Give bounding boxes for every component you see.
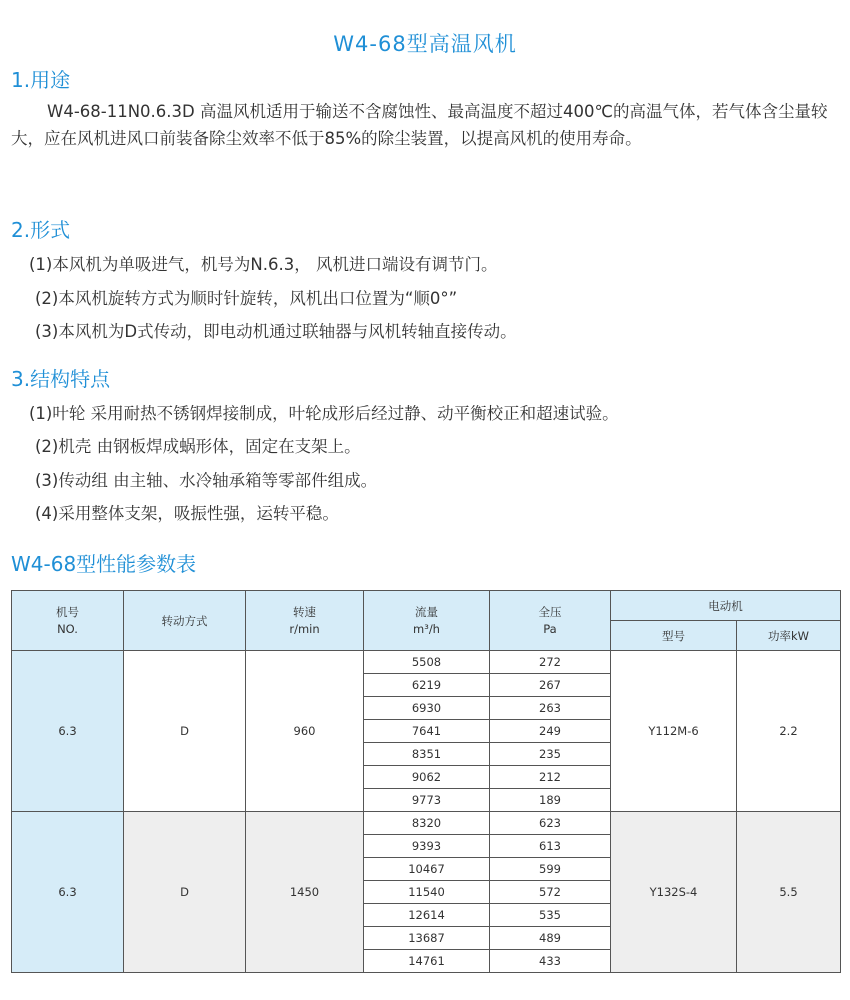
header-flow-label: 流量: [415, 604, 438, 619]
header-drive: 转动方式: [124, 591, 246, 651]
page-title: W4-68型高温风机: [333, 32, 517, 56]
cell-power: 2.2: [737, 651, 841, 812]
cell-flow: 12614: [364, 904, 490, 927]
header-machine-no-label: 机号: [56, 604, 79, 619]
cell-flow: 8351: [364, 743, 490, 766]
cell-flow: 8320: [364, 812, 490, 835]
header-pressure-label: 全压: [538, 604, 562, 619]
header-speed-unit: r/min: [289, 621, 320, 636]
cell-pressure: 263: [490, 697, 611, 720]
cell-flow: 14761: [364, 950, 490, 973]
cell-machine-no: 6.3: [12, 651, 124, 812]
table-row: [12, 651, 841, 674]
cell-pressure: 249: [490, 720, 611, 743]
header-flow: [364, 591, 490, 651]
table-body: [12, 651, 841, 973]
cell-flow: 6930: [364, 697, 490, 720]
section-usage-text: W4-68-11N0.6.3D 高温风机适用于输送不含腐蚀性、最高温度不超过400℃的高温气体，若气体含尘量较大，应在风机进风口前装备除尘效率不低于85%的除尘装置，以提高风机的使用寿命。: [11, 102, 828, 148]
cell-pressure: 489: [490, 927, 611, 950]
structure-item: (2)机壳 由钢板焊成蜗形体，固定在支架上。: [35, 437, 361, 456]
section-usage-heading: 1.用途: [11, 68, 71, 92]
header-speed: [246, 591, 364, 651]
form-item: (3)本风机为D式传动，即电动机通过联轴器与风机转轴直接传动。: [35, 322, 517, 341]
header-speed-label: 转速: [293, 604, 316, 619]
cell-pressure: 189: [490, 789, 611, 812]
cell-pressure: 535: [490, 904, 611, 927]
cell-flow: 9773: [364, 789, 490, 812]
header-pressure-unit: Pa: [543, 621, 557, 636]
structure-item: (4)采用整体支架，吸振性强，运转平稳。: [35, 504, 339, 523]
cell-pressure: 212: [490, 766, 611, 789]
header-pressure: [490, 591, 611, 651]
header-flow-unit: m³/h: [413, 621, 440, 636]
section-structure-heading: 3.结构特点: [11, 367, 111, 391]
table-title: W4-68型性能参数表: [11, 552, 197, 576]
cell-flow: 6219: [364, 674, 490, 697]
cell-motor-model: Y132S-4: [611, 812, 737, 973]
cell-speed: 960: [246, 651, 364, 812]
cell-pressure: 235: [490, 743, 611, 766]
table-header: [12, 591, 841, 651]
cell-power: 5.5: [737, 812, 841, 973]
header-power: 功率kW: [737, 621, 841, 651]
header-machine-no: [12, 591, 124, 651]
cell-pressure: 433: [490, 950, 611, 973]
cell-machine-no: 6.3: [12, 812, 124, 973]
cell-motor-model: Y112M-6: [611, 651, 737, 812]
cell-speed: 1450: [246, 812, 364, 973]
cell-drive: D: [124, 812, 246, 973]
form-item: (1)本风机为单吸进气，机号为N.6.3， 风机进口端设有调节门。: [29, 255, 498, 274]
cell-pressure: 272: [490, 651, 611, 674]
cell-flow: 7641: [364, 720, 490, 743]
cell-pressure: 267: [490, 674, 611, 697]
header-motor: 电动机: [611, 591, 841, 621]
section-form-heading: 2.形式: [11, 218, 71, 242]
cell-flow: 11540: [364, 881, 490, 904]
cell-pressure: 623: [490, 812, 611, 835]
cell-drive: D: [124, 651, 246, 812]
cell-pressure: 572: [490, 881, 611, 904]
cell-flow: 9393: [364, 835, 490, 858]
cell-flow: 10467: [364, 858, 490, 881]
cell-pressure: 599: [490, 858, 611, 881]
cell-flow: 9062: [364, 766, 490, 789]
cell-pressure: 613: [490, 835, 611, 858]
header-machine-no-en: NO.: [57, 621, 78, 636]
table-row: [12, 812, 841, 835]
cell-flow: 5508: [364, 651, 490, 674]
performance-table: [11, 590, 841, 973]
form-item: (2)本风机旋转方式为顺时针旋转，风机出口位置为“顺0°”: [35, 289, 458, 308]
header-model: 型号: [611, 621, 737, 651]
structure-item: (3)传动组 由主轴、水冷轴承箱等零部件组成。: [35, 471, 378, 490]
structure-item: (1)叶轮 采用耐热不锈钢焊接制成，叶轮成形后经过静、动平衡校正和超速试验。: [29, 404, 619, 423]
cell-flow: 13687: [364, 927, 490, 950]
